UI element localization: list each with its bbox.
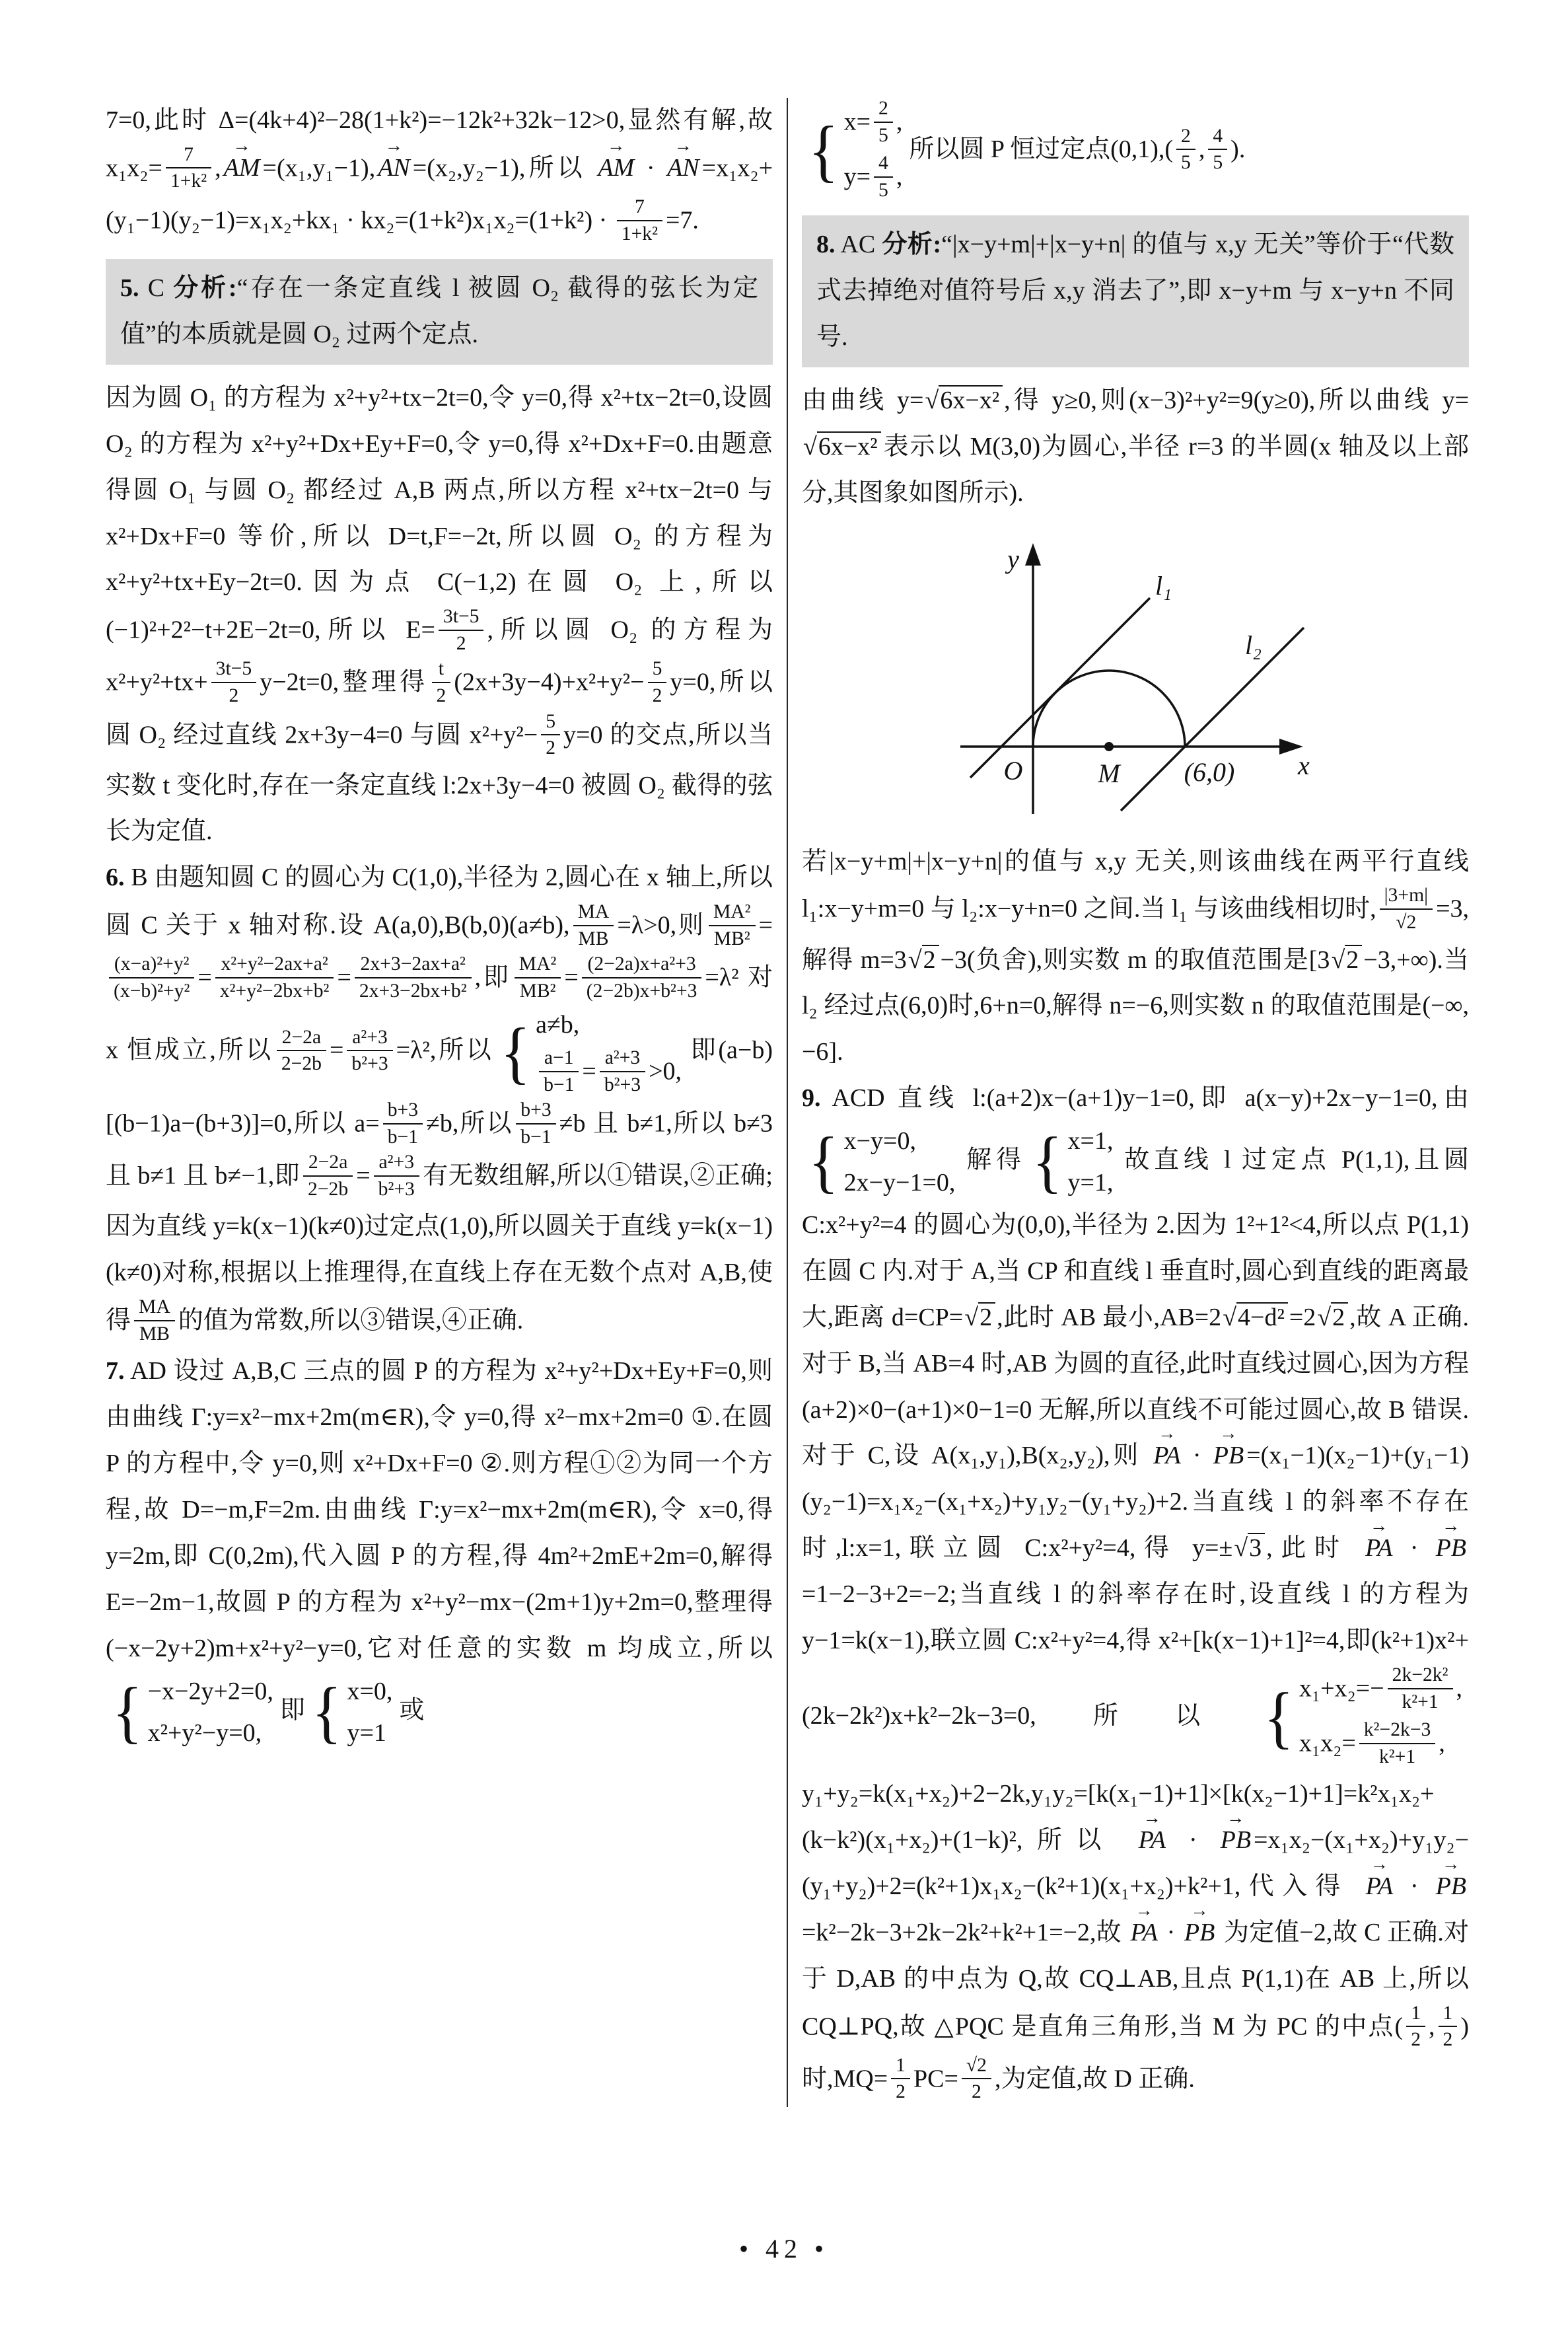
equation-system bbox=[500, 1006, 682, 1099]
solution-paragraph: 7=0,此时 Δ=(4k+4)²−28(1+k²)=−12k²+32k−12>0,显然有解,故 x₁x₂= $\frac{7}{\text{1+k²}}$ , → AM =(x₁,y₁−1), → AN =(x₂,y₂−1),所以 → AM · → AN =x₁x₂+(y₁−1)(y₂−1)=x₁x₂+kx₁ · kx₂=(1+k²)x₁x₂=(1+k²) · $\frac{7}{\text{1+k²}}$ =7. bbox=[106, 98, 773, 248]
fraction: $\frac{√2}{2}$ bbox=[962, 2053, 991, 2105]
fraction: $\frac{1}{2}$ bbox=[1439, 2001, 1458, 2053]
fraction: $\frac{MA}{MB}$ bbox=[573, 899, 614, 951]
fraction: $\frac{5}{2}$ bbox=[541, 709, 560, 761]
vector-PA: → PA bbox=[1366, 1864, 1394, 1910]
fraction: $\frac{MA}{MB}$ bbox=[134, 1294, 175, 1347]
semicircle-curve bbox=[1033, 671, 1185, 747]
vector-PB: → PB bbox=[1221, 1818, 1251, 1864]
system-equation: x₁x₂= $\frac{\text{k²−2k−3}}{\text{k²+1}}$ , bbox=[1299, 1719, 1462, 1771]
bold-label: 8. bbox=[816, 231, 836, 259]
vector-PB: → PB bbox=[1213, 1433, 1244, 1479]
fraction: $\frac{2}{5}$ bbox=[874, 96, 893, 148]
fraction: $\frac{5}{2}$ bbox=[648, 656, 667, 708]
fraction: $\frac{3t-5}{2}$ bbox=[211, 656, 257, 708]
system-equation: $\frac{a-1}{b-1}$ = $\frac{\text{a²+3}}{\text{b²+3}}$ >0, bbox=[536, 1047, 682, 1099]
system-brace: { bbox=[1032, 1123, 1063, 1200]
column-divider bbox=[787, 98, 788, 2107]
solution-paragraph: { x= $\frac{2}{5}$ , y= $\frac{4}{5}$ , 所以圆 P 恒过定点(0,1),( $\frac{2}{5}$ , $\frac{4}{5}$ ). bbox=[802, 98, 1469, 205]
solution-paragraph: 由曲线 y=√6x−x² ,得 y≥0,则(x−3)²+y²=9(y≥0),所以曲线 y=√6x−x² 表示以 M(3,0)为圆心,半径 r=3 的半圆(x 轴及以上部分,其图象如图所示). bbox=[802, 378, 1469, 517]
system-brace: { bbox=[311, 1673, 342, 1751]
solution-paragraph: 若|x−y+m|+|x−y+n|的值与 x,y 无关,则该曲线在两平行直线 l₁:x−y+m=0 与 l₂:x−y+n=0 之间.当 l₁ 与该曲线相切时, $\frac{|3+m|}{√2}$ =3,解得 m=3√2 −3(负舍),则实数 m 的取值范围是[3√2 −3,+∞).当 l₂ 经过点(6,0)时,6+n=0,解得 n=−6,则实数 n 的取值范围是(−∞,−6]. bbox=[802, 847, 1469, 1066]
bold-label: 5. bbox=[120, 274, 139, 303]
figure-label-y: y bbox=[1007, 544, 1019, 574]
bold-label: 7. bbox=[106, 1357, 125, 1385]
fraction: $\frac{\text{(x−a)²+y²}}{\text{(x−b)²+y²}}$ bbox=[109, 951, 194, 1004]
fraction: $\frac{1}{2}$ bbox=[1406, 2001, 1425, 2053]
system-brace: { bbox=[112, 1673, 143, 1751]
vector-AM: → AM bbox=[224, 145, 260, 192]
vector-AM: → AM bbox=[598, 145, 634, 192]
fraction: $\frac{\text{a²+3}}{\text{b²+3}}$ bbox=[374, 1150, 419, 1202]
system-equation: x−y=0, bbox=[843, 1127, 916, 1156]
vector-AN: → AN bbox=[667, 145, 699, 192]
equation-system bbox=[808, 98, 902, 205]
fraction: $\frac{7}{\text{1+k²}}$ bbox=[166, 142, 211, 194]
analysis-highlight: 8. AC 分析:“|x−y+m|+|x−y+n| 的值与 x,y 无关”等价于“代数式去掉绝对值符号后 x,y 消去了”,即 x−y+m 与 x−y+n 不同号. bbox=[802, 215, 1469, 367]
right-column bbox=[802, 98, 1469, 2107]
fraction: $\frac{t}{2}$ bbox=[432, 656, 451, 708]
system-equation: a≠b, bbox=[536, 1011, 580, 1039]
fraction: $\frac{2}{5}$ bbox=[1176, 124, 1195, 176]
radical: √2 bbox=[1317, 1295, 1348, 1341]
system-brace: { bbox=[1264, 1678, 1294, 1756]
vector-PA: → PA bbox=[1365, 1526, 1393, 1572]
vector-PB: → PB bbox=[1184, 1910, 1215, 1956]
fraction: $\frac{7}{\text{1+k²}}$ bbox=[617, 194, 662, 246]
fraction: $\frac{\text{MA²}}{\text{MB²}}$ bbox=[515, 951, 561, 1004]
equation-system bbox=[808, 1122, 955, 1202]
analysis-highlight: 5. C 分析:“存在一条定直线 l 被圆 O₂ 截得的弦长为定值”的本质就是圆 O₂ 过两个定点. bbox=[106, 259, 773, 365]
fraction: $\frac{\text{2x+3−2ax+a²}}{\text{2x+3−2bx+b²}}$ bbox=[355, 951, 472, 1004]
fraction: $\frac{a-1}{b-1}$ bbox=[539, 1045, 579, 1097]
figure-label-intercept: (6,0) bbox=[1184, 757, 1235, 787]
vector-PB: → PB bbox=[1436, 1864, 1466, 1910]
system-equation: x=0, bbox=[347, 1677, 393, 1705]
figure-label-l2: l₂ bbox=[1245, 630, 1262, 660]
system-equation: y=1, bbox=[1067, 1169, 1114, 1197]
fraction: $\frac{\text{a²+3}}{\text{b²+3}}$ bbox=[600, 1045, 645, 1097]
fraction: $\frac{\text{MA²}}{\text{MB²}}$ bbox=[709, 899, 756, 951]
fraction: $\frac{4}{5}$ bbox=[1208, 124, 1227, 176]
system-brace: { bbox=[808, 112, 839, 190]
system-brace: { bbox=[808, 1123, 839, 1200]
semicircle-figure bbox=[802, 535, 1469, 826]
figure-label-x: x bbox=[1298, 750, 1310, 780]
system-equation: x= $\frac{2}{5}$ , bbox=[844, 98, 903, 150]
equation-system bbox=[1032, 1122, 1114, 1202]
solution-paragraph: 因为圆 O₁ 的方程为 x²+y²+tx−2t=0,令 y=0,得 x²+tx−2t=0,设圆 O₂ 的方程为 x²+y²+Dx+Ey+F=0,令 y=0,得 x²+Dx+F=0.由题意得圆 O₁ 与圆 O₂ 都经过 A,B 两点,所以方程 x²+tx−2t=0 与 x²+Dx+F=0 等价,所以 D=t,F=−2t,所以圆 O₂ 的方程为 x²+y²+tx+Ey−2t=0.因为点 C(−1,2)在圆 O₂ 上,所以(−1)²+2²−t+2E−2t=0,所以 E= $\frac{3t-5}{2}$ ,所以圆 O₂ 的方程为 x²+y²+tx+ $\frac{3t-5}{2}$ y−2t=0,整理得 $\frac{t}{2}$ (2x+3y−4)+x²+y²− $\frac{5}{2}$ y=0,所以圆 O₂ 经过直线 2x+3y−4=0 与圆 x²+y²− $\frac{5}{2}$ y=0 的交点,所以当实数 t 变化时,存在一条定直线 l:2x+3y−4=0 被圆 O₂ 截得的弦长为定值. bbox=[106, 383, 773, 846]
figure-label-l1: l₁ bbox=[1155, 570, 1172, 601]
system-equation: −x−2y+2=0, bbox=[147, 1677, 273, 1705]
fraction: $\frac{|3+m|}{√2}$ bbox=[1380, 883, 1433, 935]
system-brace: { bbox=[500, 1014, 531, 1091]
fraction: $\frac{3t-5}{2}$ bbox=[439, 604, 484, 656]
bold-label: 6. bbox=[106, 864, 125, 892]
equation-system bbox=[1264, 1664, 1462, 1771]
solution-paragraph: 9. ACD 直线 l:(a+2)x−(a+1)y−1=0,即 a(x−y)+2x−y−1=0,由 { x−y=0, 2x−y−1=0, 解得 { x=1, y=1, 故直线 l 过定点 P(1,1),且圆 C:x²+y²=4 的圆心为(0,0),半径为 2.因为 1²+1²<4,所以点 P(1,1)在圆 C 内.对于 A,当 CP 和直线 l 垂直时,圆心到直线的距离最大,距离 d=CP=√2 ,此时 AB 最小,AB=2√4−d² =2√2 ,故 A 正确.对于 B,当 AB=4 时,AB 为圆的直径,此时直线过圆心,因为方程(a+2)×0−(a+1)×0−1=0 无解,所以直线不可能过圆心,故 B 错误.对于 C,设 A(x₁,y₁),B(x₂,y₂),则 → PA · → PB =(x₁−1)(x₂−1)+(y₁−1)(y₂−1)=x₁x₂−(x₁+x₂)+y₁y₂−(y₁+y₂)+2.当直线 l 的斜率不存在时,l:x=1,联立圆 C:x²+y²=4,得 y=±√3 ,此时 → PA · → PB=1−2−3+2=−2;当直线 l 的斜率存在时,设直线 l 的方程为 y−1=k(x−1),联立圆 C:x²+y²=4,得 x²+[k(x−1)+1]²=4,即(k²+1)x²+(2k−2k²)x+k²−2k−3=0,所以 { x₁+x₂=− $\frac{\text{2k−2k²}}{\text{k²+1}}$ , x₁x₂= $\frac{\text{k²−2k−3}}{\text{k²+1}}$ , y₁+y₂=k(x₁+x₂)+2−2k,y₁y₂=[k(x₁−1)+1]×[k(x₂−1)+1]=k²x₁x₂+(k−k²)(x₁+x₂)+(1−k)²,所以 → PA · → PB =x₁x₂−(x₁+x₂)+y₁y₂−(y₁+y₂)+2=(k²+1)x₁x₂−(k²+1)(x₁+x₂)+k²+1,代入得 → PA · → PB=k²−2k−3+2k−2k²+k²+1=−2,故 → PA · → PB 为定值−2,故 C 正确.对于 D,AB 的中点为 Q,故 CQ⊥AB,且点 P(1,1)在 AB 上,所以 CQ⊥PQ,故 △PQC 是直角三角形,当 M 为 PC 的中点( $\frac{1}{2}$ , $\frac{1}{2}$ )时,MQ= $\frac{1}{2}$ PC= $\frac{√2}{2}$ ,为定值,故 D 正确. bbox=[802, 1076, 1469, 2107]
system-equation: x=1, bbox=[1067, 1127, 1114, 1156]
vector-AN: → AN bbox=[378, 145, 410, 192]
radical: √6x−x² bbox=[803, 424, 881, 470]
system-equation: 2x−y−1=0, bbox=[843, 1169, 956, 1197]
fraction: $\frac{1}{2}$ bbox=[891, 2053, 910, 2105]
fraction: $\frac{b+3}{b-1}$ bbox=[516, 1097, 555, 1150]
fraction: $\frac{\text{2k−2k²}}{\text{k²+1}}$ bbox=[1388, 1662, 1453, 1715]
system-equation: x²+y²−y=0, bbox=[147, 1718, 262, 1747]
radical: √2 bbox=[1331, 938, 1362, 984]
fraction: $\frac{\text{k²−2k−3}}{\text{k²+1}}$ bbox=[1359, 1717, 1436, 1769]
bold-label: 9. bbox=[802, 1084, 821, 1113]
solution-paragraph: 7. AD 设过 A,B,C 三点的圆 P 的方程为 x²+y²+Dx+Ey+F=0,则由曲线 Γ:y=x²−mx+2m(m∈R),令 y=0,得 x²−mx+2m=0 ①.在圆 P 的方程中,令 y=0,则 x²+Dx+F=0 ②.则方程①②为同一个方程,故 D=−m,F=2m.由曲线 Γ:y=x²−mx+2m(m∈R),令 x=0,得 y=2m,即 C(0,2m),代入圆 P 的方程,得 4m²+2mE+2m=0,解得 E=−2m−1,故圆 P 的方程为 x²+y²−mx−(2m+1)y+2m=0,整理得(−x−2y+2)m+x²+y²−y=0,它对任意的实数 m 均成立,所以 { −x−2y+2=0, x²+y²−y=0, 即 { x=0, y=1 或 bbox=[106, 1348, 773, 1752]
vector-PA: → PA bbox=[1153, 1433, 1181, 1479]
fraction: $\frac{\text{a²+3}}{\text{b²+3}}$ bbox=[347, 1025, 392, 1077]
radical: √3 bbox=[1234, 1526, 1265, 1572]
vector-PA: → PA bbox=[1139, 1818, 1166, 1864]
left-column bbox=[106, 98, 773, 1752]
bold-label: 分析: bbox=[882, 231, 942, 259]
fraction: $\frac{4}{5}$ bbox=[874, 151, 893, 203]
radical: √2 bbox=[908, 938, 939, 984]
figure-label-center: M bbox=[1098, 758, 1120, 788]
radical: √4−d² bbox=[1223, 1295, 1288, 1341]
radical: √6x−x² bbox=[925, 378, 1003, 424]
center-point-dot bbox=[1104, 742, 1114, 751]
vector-PB: → PB bbox=[1436, 1526, 1466, 1572]
equation-system bbox=[312, 1672, 393, 1753]
vector-PA: → PA bbox=[1130, 1910, 1158, 1956]
fraction: $\frac{\text{(2−2a)x+a²+3}}{\text{(2−2b)x+b²+3}}$ bbox=[582, 951, 702, 1004]
radical: √2 bbox=[964, 1295, 995, 1341]
system-equation: y=1 bbox=[347, 1718, 386, 1747]
fraction: $\frac{\text{x²+y²−2ax+a²}}{\text{x²+y²−2bx+b²}}$ bbox=[215, 951, 334, 1004]
line-l1 bbox=[970, 598, 1150, 778]
system-equation: x₁+x₂=− $\frac{\text{2k−2k²}}{\text{k²+1}}$ , bbox=[1299, 1664, 1462, 1716]
figure-label-origin: O bbox=[1003, 755, 1023, 786]
system-equation: y= $\frac{4}{5}$ , bbox=[844, 153, 903, 205]
equation-system bbox=[112, 1672, 273, 1753]
semicircle-figure-canvas bbox=[950, 535, 1320, 826]
bold-label: 分析: bbox=[173, 274, 237, 303]
solution-paragraph: 6. B 由题知圆 C 的圆心为 C(1,0),半径为 2,圆心在 x 轴上,所以圆 C 关于 x 轴对称.设 A(a,0),B(b,0)(a≠b), $\frac{MA}{MB}$ =λ>0,则 $\frac{\text{MA²}}{\text{MB²}}$ = $\frac{\text{(x−a)²+y²}}{\text{(x−b)²+y²}}$ = $\frac{\text{x²+y²−2ax+a²}}{\text{x²+y²−2bx+b²}}$ = $\frac{\text{2x+3−2ax+a²}}{\text{2x+3−2bx+b²}}$ ,即 $\frac{\text{MA²}}{\text{MB²}}$ = $\frac{\text{(2−2a)x+a²+3}}{\text{(2−2b)x+b²+3}}$ =λ² 对 x 恒成立,所以 $\frac{2-2a}{2-2b}$ = $\frac{\text{a²+3}}{\text{b²+3}}$ =λ²,所以 { a≠b, $\frac{a-1}{b-1}$ = $\frac{\text{a²+3}}{\text{b²+3}}$ >0, 即(a−b)[(b−1)a−(b+3)]=0,所以 a= $\frac{b+3}{b-1}$ ≠b,所以 $\frac{b+3}{b-1}$ ≠b 且 b≠1,所以 b≠3 且 b≠1 且 b≠−1,即 $\frac{2-2a}{2-2b}$ = $\frac{\text{a²+3}}{\text{b²+3}}$ 有无数组解,所以①错误,②正确;因为直线 y=k(x−1)(k≠0)过定点(1,0),所以圆关于直线 y=k(x−1)(k≠0)对称,根据以上推理得,在直线上存在无数个点对 A,B,使得 $\frac{MA}{MB}$ 的值为常数,所以③错误,④正确. bbox=[106, 855, 773, 1348]
fraction: $\frac{b+3}{b-1}$ bbox=[383, 1097, 423, 1150]
fraction: $\frac{2-2a}{2-2b}$ bbox=[277, 1025, 326, 1077]
y-axis-arrow-icon bbox=[1025, 543, 1041, 566]
page-number: • 42 • bbox=[738, 2234, 829, 2264]
fraction: $\frac{2-2a}{2-2b}$ bbox=[303, 1150, 353, 1202]
